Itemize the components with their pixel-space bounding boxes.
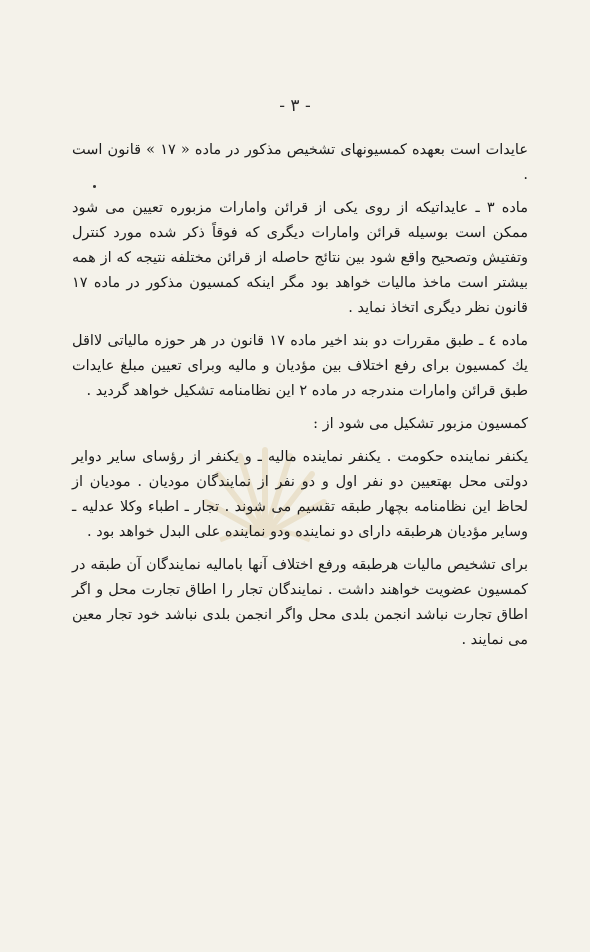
paragraph-article-4: ماده ٤ ـ طبق مقررات دو بند اخیر ماده ١٧ قانون در هر حوزه مالیاتی لااقل یك کمسیون برای رفع اختلاف بین مؤدیان و مالیه وبرای تعیین مبلغ عایدات طبق قرائن وامارات مندرجه در ماده ٢ این نظامنامه تشکیل خواهد گردید . — [72, 333, 528, 399]
page-number: - ٣ - — [279, 96, 311, 116]
paragraph-commission-members: یکنفر نماینده حکومت . یکنفر نماینده مالیه ـ و یکنفر از رؤسای سایر دوایر دولتی محل بهتعیین دو نفر اول و دو نفر از نمایندگان مودیان . مودیان از لحاظ این نظامنامه بچهار طبقه تقسیم می شوند . تجار ـ اطباء وکلا عدلیه ـ وسایر مؤدیان هرطبقه دارای دو نماینده ودو نماینده علی البدل خواهد بود . — [72, 449, 528, 540]
paragraph-article-3: ماده ٣ ـ عایداتیکه از روی یکی از قرائن وامارات مزبوره تعیین می شود ممکن است بوسیله قرائن وامارات دیگری که فوقاً ذکر شده مورد کنترل وتفتیش وتصحیح واقع شود بین نتائج حاصله از قرائن مختلفه نتیجه که از همه بیشتر است ماخذ مالیات خواهد بود مگر اینکه کمسیون مذکور در ماده ١٧ قانون نظر دیگری اتخاذ نماید . — [72, 200, 528, 316]
document-body — [72, 138, 528, 661]
paragraph-representatives: برای تشخیص مالیات هرطبقه ورفع اختلاف آنها بامالیه نمایندگان آن طبقه در کمسیون عضویت خواهند داشت . نمایندگان تجار را اطاق تجارت محل و اگر اطاق تجارت نباشد انجمن بلدی محل واگر انجمن بلدی نباشد خود تجار معین می نمایند . — [72, 557, 528, 648]
paragraph-commission-heading: کمسیون مزبور تشکیل می شود از : — [313, 416, 528, 432]
paragraph-intro: عایدات است بعهده کمسیونهای تشخیص مذکور در ماده « ١٧ » قانون است . — [72, 142, 528, 183]
